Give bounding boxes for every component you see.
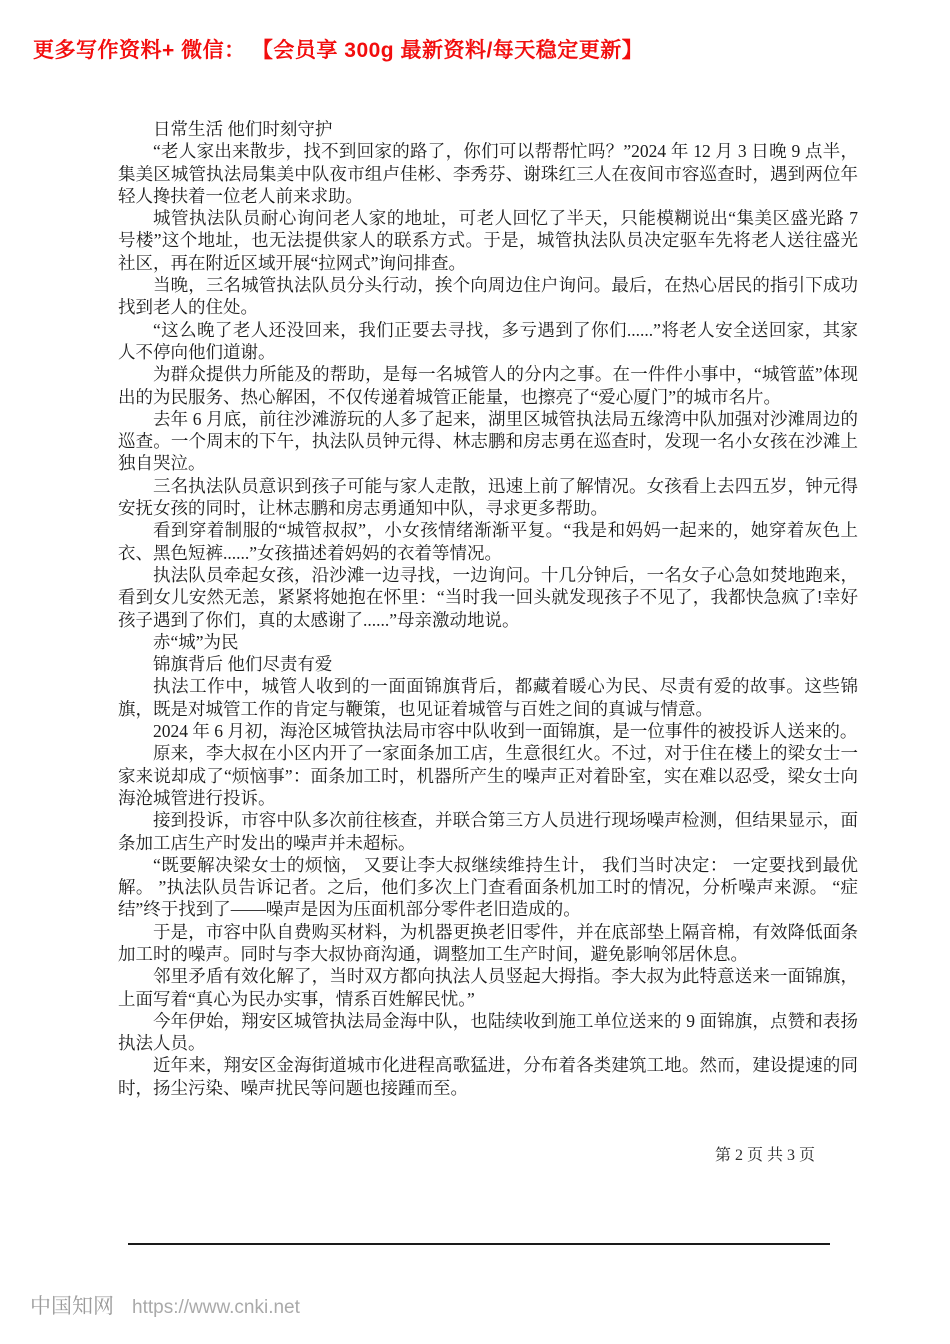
section-heading: 日常生活 他们时刻守护	[153, 119, 333, 139]
paragraph: 为群众提供力所能及的帮助，是每一名城管人的分内之事。在一件件小事中，“城管蓝”体现出的为民服务、热心解困，不仅传递着城管正能量，也擦亮了“爱心厦门”的城市名片。	[118, 364, 858, 407]
paragraph: 邻里矛盾有效化解了，当时双方都向执法人员竖起大拇指。李大叔为此特意送来一面锦旗，上面写着“真心为民办实事，情系百姓解民忧。”	[118, 966, 858, 1009]
section-heading: 赤“城”为民	[153, 631, 239, 652]
paragraph: “老人家出来散步，找不到回家的路了，你们可以帮帮忙吗？”2024 年 12 月 3 日晚 9 点半，集美区城管执法局集美中队夜市组卢佳彬、李秀芬、谢珠红三人在夜间市容巡查时，遇到两位年轻人搀扶着一位老人前来求助。	[118, 141, 858, 206]
footer-rule	[128, 1243, 830, 1245]
cnki-logo-text: 中国知网	[30, 1295, 114, 1318]
paragraph: 于是，市容中队自费购买材料，为机器更换老旧零件，并在底部垫上隔音棉，有效降低面条加工时的噪声。同时与李大叔协商沟通，调整加工生产时间，避免影响邻居休息。	[118, 921, 858, 964]
paragraph: 当晚，三名城管执法队员分头行动，挨个向周边住户询问。最后，在热心居民的指引下成功找到老人的住处。	[118, 275, 858, 318]
paragraph: 今年伊始，翔安区城管执法局金海中队，也陆续收到施工单位送来的 9 面锦旗，点赞和表扬执法人员。	[118, 1010, 858, 1054]
paragraph: 近年来，翔安区金海街道城市化进程高歌猛进，分布着各类建筑工地。然而，建设提速的同时，扬尘污染、噪声扰民等问题也接踵而至。	[118, 1055, 858, 1098]
paragraph: “既要解决梁女士的烦恼， 又要让李大叔继续维持生计， 我们当时决定： 一定要找到最优解。 ”执法队员告诉记者。之后，他们多次上门查看面条机加工时的情况，分析噪声来源。 “症结”终于找到了——噪声是因为压面机部分零件老旧造成的。	[118, 854, 858, 920]
paragraph: 执法队员牵起女孩，沿沙滩一边寻找，一边询问。十几分钟后，一名女子心急如焚地跑来，看到女儿安然无恙，紧紧将她抱在怀里：“当时我一回头就发现孩子不见了，我都快急疯了!幸好孩子遇到了你们，真的太感谢了......”母亲激动地说。	[118, 564, 858, 630]
section-heading: 锦旗背后 他们尽责有爱	[153, 654, 333, 675]
paragraph: 执法工作中，城管人收到的一面面锦旗背后，都藏着暖心为民、尽责有爱的故事。这些锦旗，既是对城管工作的肯定与鞭策，也见证着城管与百姓之间的真诚与情意。	[118, 676, 858, 719]
document-body	[118, 118, 858, 1099]
cnki-url-link[interactable]: https://www.cnki.net	[132, 1297, 300, 1318]
paragraph: 原来，李大叔在小区内开了一家面条加工店，生意很红火。不过，对于住在楼上的梁女士一家来说却成了“烦恼事”：面条加工时，机器所产生的噪声正对着卧室，实在难以忍受，梁女士向海沧城管进行投诉。	[118, 743, 858, 808]
paragraph: 三名执法队员意识到孩子可能与家人走散，迅速上前了解情况。女孩看上去四五岁，钟元得安抚女孩的同时，让林志鹏和房志勇通知中队，寻求更多帮助。	[118, 475, 858, 519]
paragraph: 2024 年 6 月初，海沧区城管执法局市容中队收到一面锦旗，是一位事件的被投诉人送来的。	[153, 721, 858, 742]
page-number: 第 2 页 共 3 页	[714, 1147, 815, 1164]
paragraph: 看到穿着制服的“城管叔叔”，小女孩情绪渐渐平复。“我是和妈妈一起来的，她穿着灰色上衣、黑色短裤......”女孩描述着妈妈的衣着等情况。	[118, 520, 858, 563]
promo-banner: 更多写作资料+ 微信： 【会员享 300g 最新资料/每天稳定更新】	[33, 39, 644, 62]
page-footer	[30, 1290, 300, 1320]
paragraph: 接到投诉，市容中队多次前往核查，并联合第三方人员进行现场噪声检测，但结果显示，面条加工店生产时发出的噪声并未超标。	[118, 810, 858, 853]
paragraph: 去年 6 月底，前往沙滩游玩的人多了起来，湖里区城管执法局五缘湾中队加强对沙滩周边的巡查。一个周末的下午，执法队员钟元得、林志鹏和房志勇在巡查时，发现一名小女孩在沙滩上独自哭泣。	[118, 408, 858, 474]
paragraph: “这么晚了老人还没回来，我们正要去寻找，多亏遇到了你们......”将老人安全送回家，其家人不停向他们道谢。	[118, 319, 858, 362]
paragraph: 城管执法队员耐心询问老人家的地址，可老人回忆了半天，只能模糊说出“集美区盛光路 7 号楼”这个地址，也无法提供家人的联系方式。于是，城管执法队员决定驱车先将老人送往盛光社区，再在附近区域开展“拉网式”询问排查。	[118, 208, 858, 273]
